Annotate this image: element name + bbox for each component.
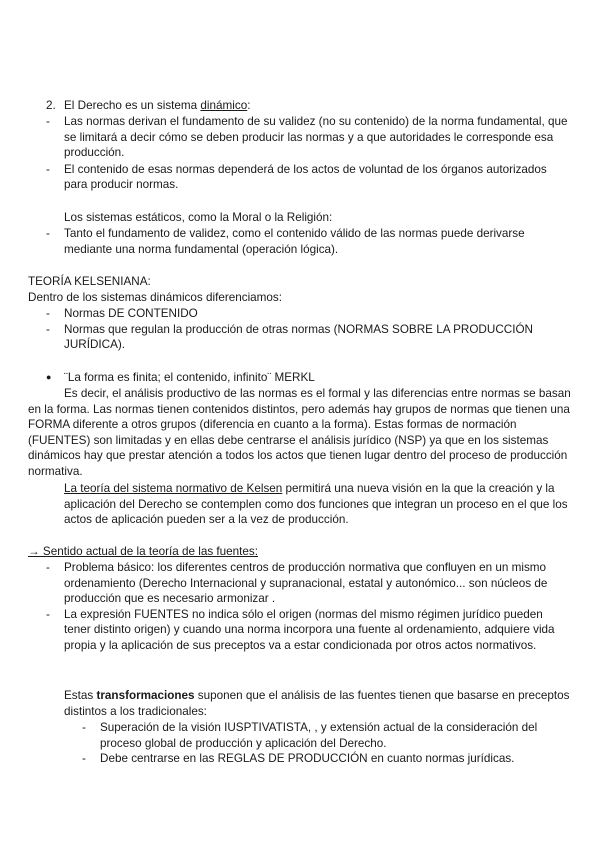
transformaciones-bold: transformaciones [96, 689, 195, 702]
list-item [46, 226, 572, 257]
list-item [46, 322, 572, 353]
dash-marker: - [46, 307, 50, 320]
list-item [82, 751, 576, 767]
section-2-number: 2. [46, 99, 56, 112]
list-item [46, 560, 572, 607]
kelsen-bullets [46, 306, 572, 353]
list-item-text: La expresión FUENTES no indica sólo el origen (normas del mismo régimen jurídico pueden tener distinto origen) y cuando una norma incorpora una fuente al ordenamiento, adquiere vida propia y la aplicación de sus preceptos va a estar condicionada por otros actos normativos. [64, 607, 555, 652]
list-item [82, 720, 576, 751]
list-item-text: El contenido de esas normas dependerá de los actos de voluntad de los órganos autorizados para producir normas. [64, 162, 547, 192]
list-item [46, 306, 572, 322]
fuentes-heading [28, 544, 568, 560]
fuentes-bullets [46, 560, 572, 654]
list-item [46, 607, 572, 654]
kelsen-intro: Dentro de los sistemas dinámicos diferenciamos: [28, 291, 282, 304]
list-item-text: Tanto el fundamento de validez, como el contenido válido de las normas puede derivarse mediante una norma fundamental (operación lógica). [64, 227, 525, 256]
dash-marker: - [82, 721, 86, 734]
dash-marker: - [46, 607, 50, 621]
list-item-text: Normas que regulan la producción de otras normas (NORMAS SOBRE LA PRODUCCIÓN JURÍDICA). [64, 322, 533, 352]
dash-marker: - [82, 752, 86, 766]
section-2-bullets [46, 114, 572, 193]
section-2-title: El Derecho es un sistema dinámico: [64, 99, 251, 112]
section-2-title-row [46, 98, 576, 114]
static-systems-bullets [46, 226, 572, 257]
dash-marker: - [46, 162, 50, 176]
static-systems-intro: Los sistemas estáticos, como la Moral o la Religión: [64, 211, 333, 224]
list-item [46, 370, 572, 386]
fuentes-heading-text: → Sentido actual de la teoría de las fuentes: [28, 545, 259, 558]
paragraph-text: Es decir, el análisis productivo de las normas es el formal y las diferencias entre normas se basan en la forma. Las normas tienen contenidos distintos, pero además hay grupos de normas que tienen una FORMA diferente a otros grupos (diferencia en cuanto a la forma). Estas formas de normación (FUENTES) son limitadas y en ellas debe centrarse el análisis jurídico (NSP) ya que en los sistemas dinámicos hay que prestar atención a todos los actos que tienen lugar dentro del proceso de producción normativa. [28, 387, 571, 478]
kelsen-heading: TEORÍA KELSENIANA: [28, 275, 151, 288]
list-item-text: Normas DE CONTENIDO [64, 307, 198, 320]
kelsen-theory-link-text: La teoría del sistema normativo de Kelsen [64, 482, 283, 495]
list-item-text: Problema básico: los diferentes centros de producción normativa que confluyen en un mismo ordenamiento (Derecho Internacional y supranacional, estatal y autonómico... son núcleos de producción que es necesario armonizar . [64, 561, 548, 606]
merkl-quote: ¨La forma es finita; el contenido, infinito¨ MERKL [64, 371, 315, 384]
dash-marker: - [46, 115, 50, 128]
kelsen-paragraph-1 [28, 386, 576, 480]
list-item-text: Debe centrarse en las REGLAS DE PRODUCCIÓN en cuanto normas jurídicas. [100, 752, 515, 766]
list-item-text: Superación de la visión IUSPTIVATISTA, , y extensión actual de la consideración del proceso global de producción y aplicación del Derecho. [100, 721, 538, 750]
transformaciones-paragraph [64, 688, 572, 719]
fuentes-sub-bullets [82, 720, 576, 767]
dash-marker: - [46, 561, 50, 574]
list-item [46, 114, 572, 161]
dash-marker: - [46, 322, 50, 336]
paragraph-text: Estas transformaciones suponen que el análisis de las fuentes tienen que basarse en preceptos distintos a los tradicionales: [64, 689, 570, 718]
section-2 [46, 98, 576, 114]
merkl-quote-row [46, 370, 572, 386]
paragraph-text: La teoría del sistema normativo de Kelsen permitirá una nueva visión en la que la creación y la aplicación del Derecho se contemplen como dos funciones que integran un proceso en el que los actos de aplicación pueden ser a la vez de producción. [64, 482, 568, 527]
dash-marker: - [46, 227, 50, 240]
title-underlined-word: dinámico [200, 99, 248, 112]
kelsen-paragraph-2 [64, 481, 576, 528]
bullet-marker: ● [46, 372, 52, 382]
list-item [46, 162, 572, 193]
list-item-text: Las normas derivan el fundamento de su validez (no su contenido) de la norma fundamental, que se limitará a decir cómo se deben producir las normas y a que autoridades le corresponde esa producción. [64, 115, 568, 160]
